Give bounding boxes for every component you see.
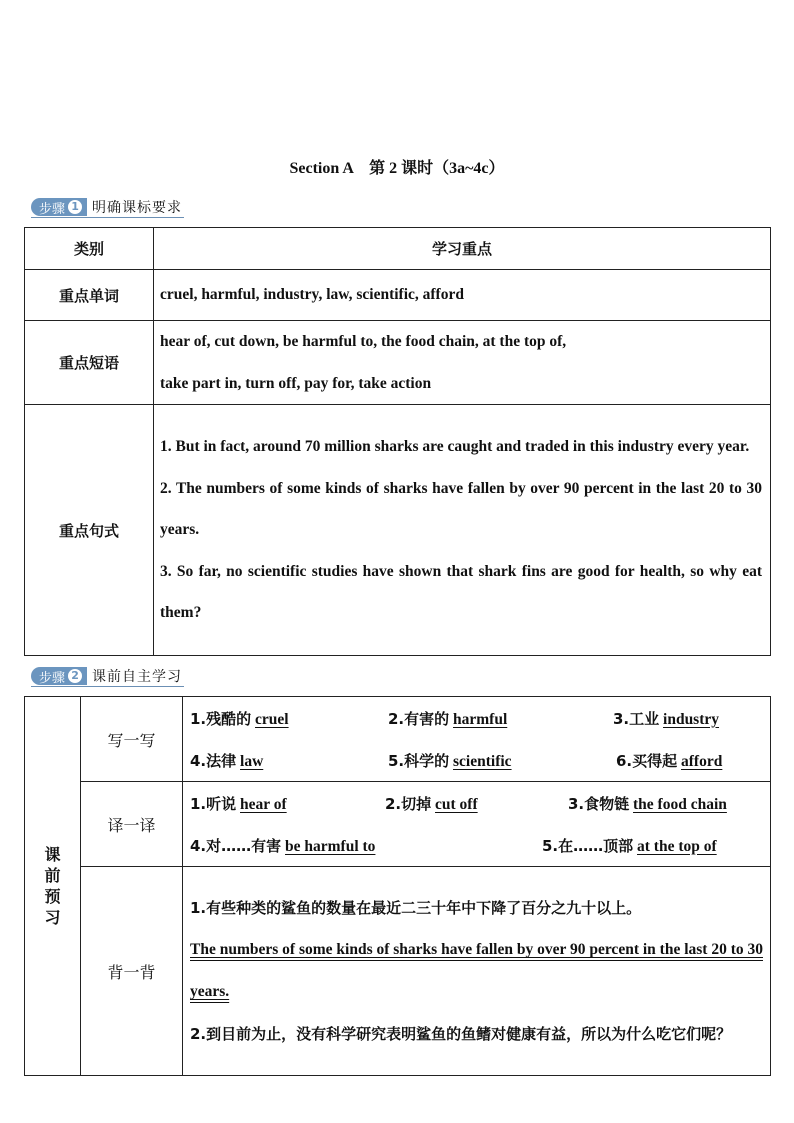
row-content: cruel, harmful, industry, law, scientific, afford xyxy=(154,270,771,321)
item-row xyxy=(190,782,762,824)
sentence-3: 3. So far, no scientific studies have shown that shark fins are good for health, so why eat them? xyxy=(160,562,762,622)
item-row xyxy=(190,739,762,781)
translate-row xyxy=(25,782,771,867)
key-points-table xyxy=(24,227,771,656)
side-char: 习 xyxy=(44,908,61,927)
answer: cruel xyxy=(255,710,289,728)
answer: law xyxy=(240,752,264,770)
side-char: 课 xyxy=(44,845,61,864)
recite-question-2: 2.到目前为止，没有科学研究表明鲨鱼的鱼鳍对健康有益，所以为什么吃它们呢？ xyxy=(190,1025,732,1043)
side-label xyxy=(25,697,81,1076)
row-category: 重点句式 xyxy=(25,405,154,656)
answer: at the top of xyxy=(637,837,717,855)
item-row xyxy=(190,824,762,866)
row-content xyxy=(154,321,771,405)
list-item: 2.有害的 harmful xyxy=(388,709,508,728)
recite-content xyxy=(183,867,771,1076)
list-item: 4.法律 law xyxy=(190,751,264,770)
step-1-header xyxy=(31,197,184,218)
sentence-2: 2. The numbers of some kinds of sharks have fallen by over 90 percent in the last 20 to 30 years. xyxy=(160,479,762,539)
content-line: take part in, turn off, pay for, take action xyxy=(160,374,432,392)
answer: harmful xyxy=(453,710,508,728)
table-row xyxy=(25,405,771,656)
row-content xyxy=(154,405,771,656)
table-row xyxy=(25,321,771,405)
list-item: 2.切掉 cut off xyxy=(385,794,478,813)
answer: the food chain xyxy=(633,795,727,813)
step-2-badge xyxy=(31,667,87,685)
step-1-label: 明确课标要求 xyxy=(92,200,183,216)
list-item: 4.对……有害 be harmful to xyxy=(190,836,376,855)
step-1-badge xyxy=(31,198,87,216)
recite-row xyxy=(25,867,771,1076)
answer: hear of xyxy=(240,795,287,813)
step-2-label: 课前自主学习 xyxy=(92,669,183,685)
step-2-header xyxy=(31,666,184,687)
recite-question-1: 1.有些种类的鲨鱼的数量在最近二三十年中下降了百分之九十以上。 xyxy=(190,899,642,917)
list-item: 5.科学的 scientific xyxy=(388,751,512,770)
answer: industry xyxy=(663,710,720,728)
header-category: 类别 xyxy=(25,228,154,270)
step-badge-text: 步骤 xyxy=(39,201,66,217)
list-item: 1.听说 hear of xyxy=(190,794,287,813)
item-row xyxy=(190,697,762,739)
list-item: 3.食物链 the food chain xyxy=(568,794,727,813)
row-category: 重点单词 xyxy=(25,270,154,321)
recite-answer-1: The numbers of some kinds of sharks have fallen by over 90 percent in the last 20 to 30 years. xyxy=(190,941,763,1000)
row-category: 重点短语 xyxy=(25,321,154,405)
answer: scientific xyxy=(453,752,512,770)
content-line: hear of, cut down, be harmful to, the food chain, at the top of, xyxy=(160,333,567,350)
list-item: 5.在……顶部 at the top of xyxy=(542,836,717,855)
list-item: 3.工业 industry xyxy=(613,709,720,728)
sentence-1: 1. But in fact, around 70 million sharks are caught and traded in this industry every year. xyxy=(160,438,750,456)
side-char: 前 xyxy=(44,866,61,885)
side-char: 预 xyxy=(44,887,61,906)
step-number: 1 xyxy=(68,200,82,214)
translate-items xyxy=(183,782,771,867)
write-row xyxy=(25,697,771,782)
preview-table xyxy=(24,696,771,1076)
answer: afford xyxy=(681,752,723,770)
recite-label: 背一背 xyxy=(81,867,183,1076)
page-title: Section A 第 2 课时（3a~4c） xyxy=(289,160,505,177)
list-item: 1.残酷的 cruel xyxy=(190,709,289,728)
step-number: 2 xyxy=(68,669,82,683)
answer: cut off xyxy=(435,795,478,813)
step-badge-text: 步骤 xyxy=(39,670,66,686)
list-item: 6.买得起 afford xyxy=(616,751,723,770)
answer: be harmful to xyxy=(285,837,376,855)
header-focus: 学习重点 xyxy=(154,228,771,270)
write-label: 写一写 xyxy=(81,697,183,782)
write-items xyxy=(183,697,771,782)
table-row xyxy=(25,270,771,321)
translate-label: 译一译 xyxy=(81,782,183,867)
table-header-row xyxy=(25,228,771,270)
